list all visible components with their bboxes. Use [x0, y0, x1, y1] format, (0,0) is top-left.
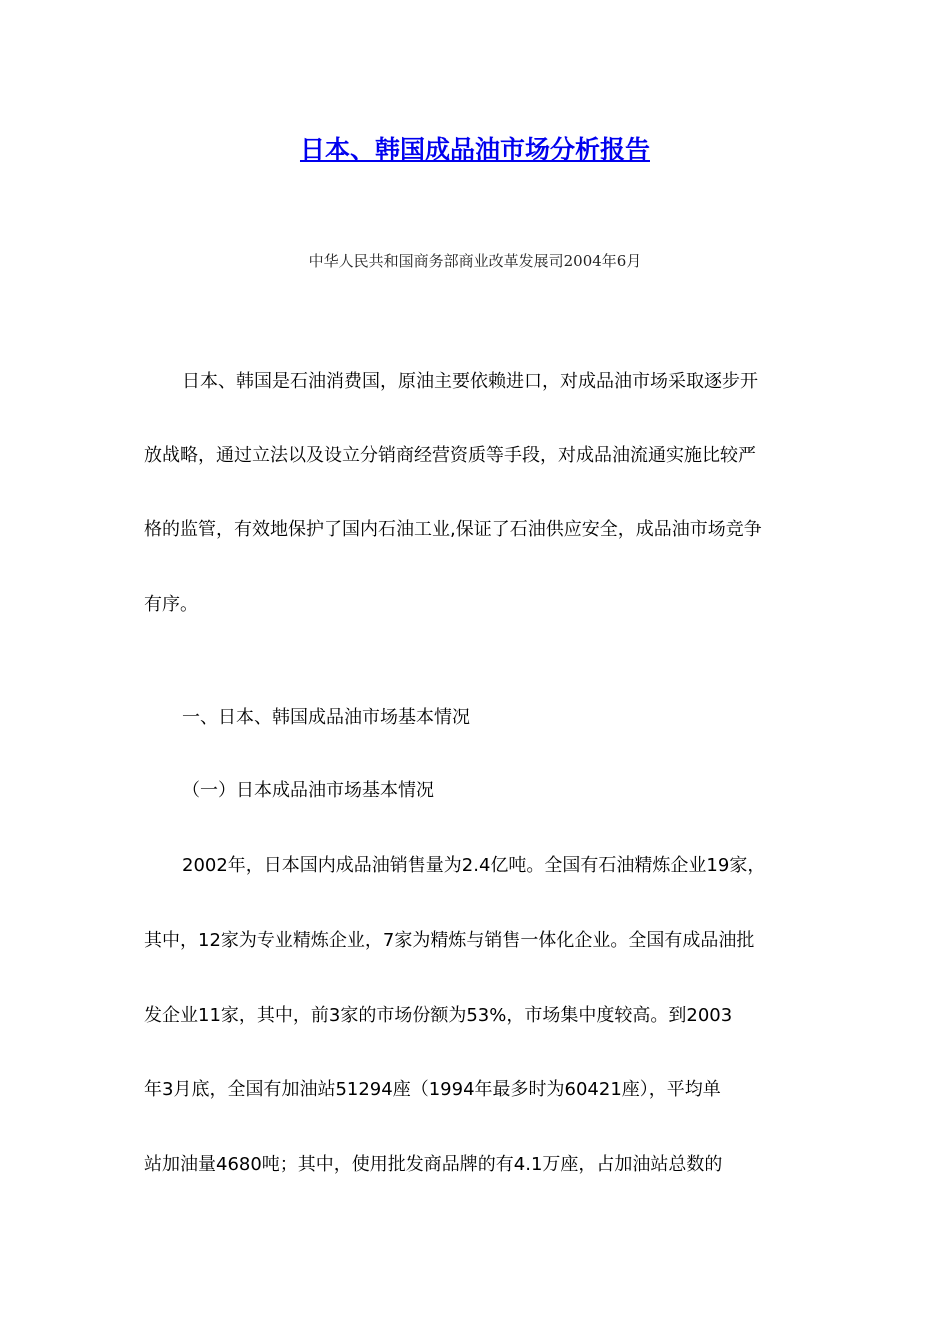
body-line-1: 2002年，日本国内成品油销售量为2.4亿吨。全国有石油精炼企业19家，: [182, 855, 766, 876]
intro-line-1: 日本、韩国是石油消费国，原油主要依赖进口，对成品油市场采取逐步开: [182, 371, 758, 392]
source-line: 中华人民共和国商务部商业改革发展司2004年6月: [308, 252, 642, 270]
intro-line-4: 有序。: [144, 594, 198, 615]
section-heading: 一、日本、韩国成品油市场基本情况: [182, 707, 470, 728]
intro-line-2: 放战略，通过立法以及设立分销商经营资质等手段，对成品油流通实施比较严: [144, 445, 756, 466]
document-title[interactable]: 日本、韩国成品油市场分析报告: [299, 135, 650, 164]
intro-line-3: 格的监管，有效地保护了国内石油工业,保证了石油供应安全，成品油市场竞争: [144, 519, 762, 540]
body-line-5: 站加油量4680吨；其中，使用批发商品牌的有4.1万座，占加油站总数的: [144, 1154, 723, 1175]
body-line-4: 年3月底，全国有加油站51294座（1994年最多时为60421座），平均单: [144, 1079, 721, 1100]
subsection-heading: （一）日本成品油市场基本情况: [182, 780, 434, 801]
body-line-2: 其中，12家为专业精炼企业，7家为精炼与销售一体化企业。全国有成品油批: [144, 930, 755, 951]
body-line-3: 发企业11家，其中，前3家的市场份额为53%，市场集中度较高。到2003: [144, 1005, 733, 1026]
